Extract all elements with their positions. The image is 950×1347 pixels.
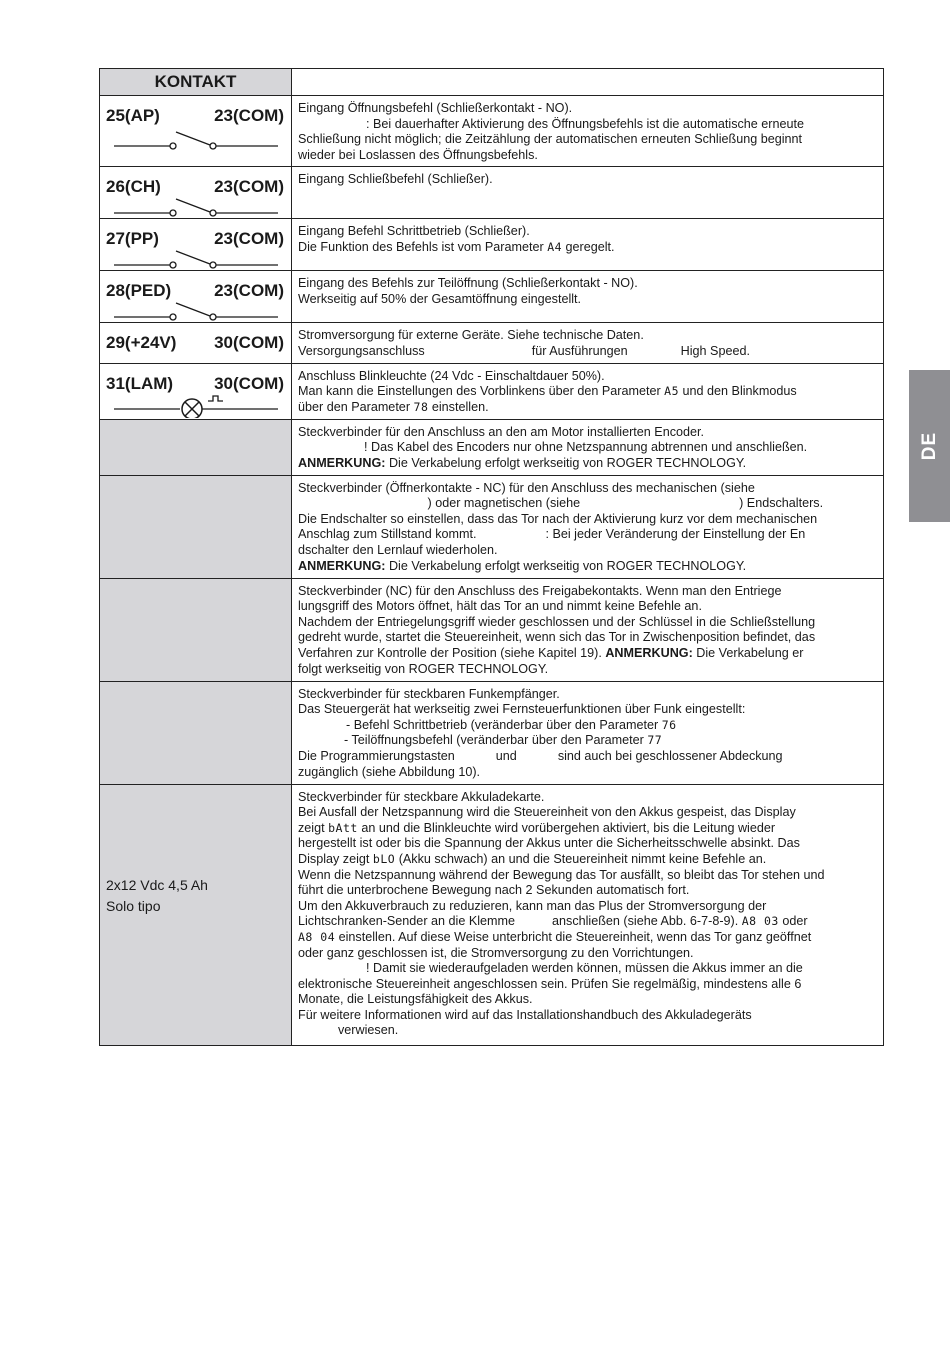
description-text: Versorgungsanschluss — [298, 343, 425, 358]
flashing-lamp-icon — [112, 394, 280, 418]
table-row — [100, 419, 884, 475]
table-row — [100, 271, 884, 323]
table-row — [100, 219, 884, 271]
parameter-code: A8 04 — [298, 929, 336, 944]
description-line — [298, 456, 877, 472]
description-line: oder ganz geschlossen ist, die Stromversorgung zu den Vorrichtungen. — [298, 945, 694, 960]
description-line: Bei Ausfall der Netzspannung wird die Steuereinheit von den Akkus gespeist, das Display — [298, 805, 796, 820]
table-header-row — [100, 69, 884, 96]
description-line: führt die unterbrochene Bewegung nach 2 Sekunden automatisch fort. — [298, 883, 690, 898]
description-cell — [292, 419, 884, 475]
description-line: lungsgriff des Motors öffnet, hält das Tor an und nimmt keine Befehle an. — [298, 599, 702, 614]
description-line: Eingang Schließbefehl (Schließer). — [298, 172, 493, 187]
description-line — [298, 852, 877, 868]
terminal-label: 26(CH) — [106, 177, 161, 197]
description-cell — [292, 784, 884, 1045]
terminal-cell — [100, 784, 292, 1045]
description-cell — [292, 219, 884, 271]
parameter-code: A4 — [547, 239, 563, 254]
description-line — [298, 400, 877, 416]
normally-open-switch-icon — [112, 195, 280, 219]
description-text: Die Funktion des Befehls ist vom Parameter — [298, 239, 544, 254]
description-line: dschalter den Lernlauf wiederholen. — [298, 542, 498, 557]
description-line — [298, 821, 877, 837]
description-text: Verfahren zur Kontrolle der Position (siehe Kapitel 19). — [298, 645, 602, 660]
header-kontakt: KONTAKT — [100, 69, 292, 96]
description-line — [298, 749, 877, 765]
description-line: Steckverbinder für steckbaren Funkempfänger. — [298, 686, 560, 701]
description-cell — [292, 475, 884, 578]
description-line — [298, 930, 877, 946]
description-line: Steckverbinder für den Anschluss an den am Motor installierten Encoder. — [298, 424, 705, 439]
common-label: 30(COM) — [214, 333, 284, 353]
note-label: ANMERKUNG: — [605, 645, 693, 660]
description-text: - Befehl Schrittbetrieb (veränderbar über den Parameter — [346, 717, 659, 732]
description-line — [298, 344, 877, 360]
terminal-cell — [100, 219, 292, 271]
terminal-cell — [100, 167, 292, 219]
terminal-label: 28(PED) — [106, 281, 172, 301]
description-line: Die Endschalter so einstellen, dass das Tor nach der Aktivierung kurz vor dem mechanischen — [298, 511, 818, 526]
description-line — [298, 718, 877, 734]
description-text: : Bei jeder Veränderung der Einstellung der En — [545, 527, 806, 542]
description-line — [298, 496, 877, 512]
description-cell — [292, 96, 884, 167]
description-line: hergestellt ist oder bis die Spannung der Akkus unter die Sicherheitsschwelle absinkt. Das — [298, 836, 800, 851]
description-line: elektronische Steuereinheit angeschlossen sein. Prüfen Sie regelmäßig, mindestens alle 6 — [298, 976, 802, 991]
battery-spec: 2x12 Vdc 4,5 Ah — [106, 876, 208, 893]
header-description — [292, 69, 884, 96]
description-line — [298, 733, 877, 749]
description-line: Nachdem der Entriegelungsgriff wieder geschlossen und der Schlüssel in die Schließstellung — [298, 614, 816, 629]
display-code: bAtt — [328, 820, 358, 835]
note-label: ANMERKUNG: — [298, 558, 386, 573]
contact-table — [99, 68, 884, 1046]
battery-type: Solo tipo — [106, 897, 161, 914]
description-text: ) Endschalters. — [739, 496, 824, 511]
table-row — [100, 323, 884, 363]
description-line: Eingang Öffnungsbefehl (Schließerkontakt - NO). — [298, 101, 573, 115]
description-cell — [292, 167, 884, 219]
description-line: verwiesen. — [338, 1023, 399, 1038]
terminal-cell — [100, 271, 292, 323]
terminal-cell — [100, 323, 292, 363]
description-text: Die Programmierungstasten — [298, 748, 455, 763]
description-text: (Akku schwach) an und die Steuereinheit nimmt keine Befehle an. — [398, 851, 767, 866]
description-line — [298, 384, 877, 400]
description-text: Display zeigt — [298, 851, 370, 866]
description-text: und den Blinkmodus — [682, 384, 797, 399]
description-line — [298, 646, 877, 662]
description-text: oder — [782, 914, 808, 929]
description-line: wieder bei Loslassen des Öffnungsbefehls. — [298, 147, 538, 162]
parameter-code: 76 — [661, 717, 677, 732]
description-text: anschließen (siehe Abb. 6-7-8-9). — [552, 914, 739, 929]
description-cell — [292, 363, 884, 419]
display-code: bLO — [372, 851, 396, 866]
description-text: zeigt — [298, 820, 325, 835]
table-row — [100, 475, 884, 578]
terminal-cell — [100, 578, 292, 681]
description-line: Stromversorgung für externe Geräte. Siehe technische Daten. — [298, 328, 644, 343]
normally-open-switch-icon — [112, 247, 280, 271]
description-line — [298, 240, 877, 256]
description-line: ! Das Kabel des Encoders nur ohne Netzspannung abtrennen und anschließen. — [364, 440, 808, 455]
terminal-cell — [100, 681, 292, 784]
description-line: Wenn die Netzspannung während der Bewegung das Tor ausfällt, so bleibt das Tor stehen und — [298, 867, 825, 882]
description-line: Monate, die Leistungsfähigkeit des Akkus. — [298, 992, 533, 1007]
description-line: Eingang des Befehls zur Teilöffnung (Schließerkontakt - NO). — [298, 276, 638, 291]
terminal-cell — [100, 475, 292, 578]
description-text: und — [495, 748, 517, 763]
description-text: Die Verkabelung er — [696, 645, 804, 660]
description-text: für Ausführungen — [531, 343, 628, 358]
table-row — [100, 167, 884, 219]
description-line: Anschluss Blinkleuchte (24 Vdc - Einschaltdauer 50%). — [298, 368, 605, 383]
common-label: 23(COM) — [214, 229, 284, 249]
table-row — [100, 681, 884, 784]
language-tab-label: DE — [918, 431, 940, 461]
description-line — [298, 527, 877, 543]
normally-open-switch-icon — [112, 128, 280, 152]
terminal-cell — [100, 363, 292, 419]
description-line: gedreht wurde, startet die Steuereinheit, wenn sich das Tor in Zwischenposition befindet, das — [298, 630, 816, 645]
parameter-code: A5 — [664, 384, 680, 399]
description-text: Lichtschranken-Sender an die Klemme — [298, 914, 516, 929]
common-label: 23(COM) — [214, 281, 284, 301]
description-text: ) oder magnetischen (siehe — [427, 496, 581, 511]
description-line: Steckverbinder (NC) für den Anschluss des Freigabekontakts. Wenn man den Entriege — [298, 583, 782, 598]
description-line — [298, 559, 877, 575]
description-cell — [292, 323, 884, 363]
common-label: 23(COM) — [214, 106, 284, 125]
description-text: einstellen. Auf diese Weise unterbricht die Steuereinheit, wenn das Tor ganz geöffnet — [338, 929, 812, 944]
description-line: Für weitere Informationen wird auf das Installationshandbuch des Akkuladegeräts — [298, 1007, 752, 1022]
description-line: Steckverbinder (Öffnerkontakte - NC) für den Anschluss des mechanischen (siehe — [298, 480, 755, 495]
table-row — [100, 784, 884, 1045]
terminal-cell — [100, 419, 292, 475]
table-row — [100, 363, 884, 419]
description-line: folgt werkseitig von ROGER TECHNOLOGY. — [298, 661, 549, 676]
table-row — [100, 578, 884, 681]
description-line: zugänglich (siehe Abbildung 10). — [298, 764, 481, 779]
description-line: Um den Akkuverbrauch zu reduzieren, kann man das Plus der Stromversorgung der — [298, 898, 767, 913]
parameter-code: 77 — [647, 733, 663, 748]
description-cell — [292, 271, 884, 323]
description-text: Die Verkabelung erfolgt werkseitig von ROGER TECHNOLOGY. — [388, 455, 747, 470]
description-line: Steckverbinder für steckbare Akkuladekarte. — [298, 789, 545, 804]
common-label: 23(COM) — [214, 177, 284, 197]
note-label: ANMERKUNG: — [298, 455, 386, 470]
normally-open-switch-icon — [112, 299, 280, 323]
terminal-label: 25(AP) — [106, 106, 160, 125]
description-cell — [292, 681, 884, 784]
common-label: 30(COM) — [214, 373, 284, 393]
description-text: an und die Blinkleuchte wird vorübergehen aktiviert, bis die Leitung wieder — [361, 820, 776, 835]
description-text: einstellen. — [431, 399, 489, 414]
description-text: High Speed. — [680, 343, 750, 358]
terminal-label: 29(+24V) — [106, 333, 177, 353]
description-line: ! Damit sie wiederaufgeladen werden können, müssen die Akkus immer an die — [366, 961, 803, 976]
description-text: Man kann die Einstellungen des Vorblinkens über den Parameter — [298, 384, 661, 399]
description-text: über den Parameter — [298, 399, 411, 414]
parameter-code: 78 — [413, 399, 429, 414]
terminal-label: 31(LAM) — [106, 373, 174, 393]
description-text: Die Verkabelung erfolgt werkseitig von ROGER TECHNOLOGY. — [388, 558, 747, 573]
description-text: geregelt. — [565, 239, 615, 254]
description-text: sind auch bei geschlossener Abdeckung — [557, 748, 783, 763]
description-cell — [292, 578, 884, 681]
description-text: - Teilöffnungsbefehl (veränderbar über den Parameter — [344, 733, 644, 748]
description-line: Eingang Befehl Schrittbetrieb (Schließer). — [298, 224, 530, 239]
description-line: Schließung nicht möglich; die Zeitzählung der automatischen erneuten Schließung beginnt — [298, 132, 803, 147]
terminal-label: 27(PP) — [106, 229, 159, 249]
description-text: Anschlag zum Stillstand kommt. — [298, 527, 477, 542]
table-row — [100, 96, 884, 167]
parameter-code: A8 03 — [741, 914, 779, 929]
description-line: Das Steuergerät hat werkseitig zwei Fernsteuerfunktionen über Funk eingestellt: — [298, 702, 746, 717]
terminal-cell — [100, 96, 292, 167]
language-tab — [909, 370, 950, 522]
description-line: : Bei dauerhafter Aktivierung des Öffnungsbefehls ist die automatische erneute — [366, 116, 805, 131]
description-line: Werkseitig auf 50% der Gesamtöffnung eingestellt. — [298, 291, 582, 306]
description-line — [298, 914, 877, 930]
